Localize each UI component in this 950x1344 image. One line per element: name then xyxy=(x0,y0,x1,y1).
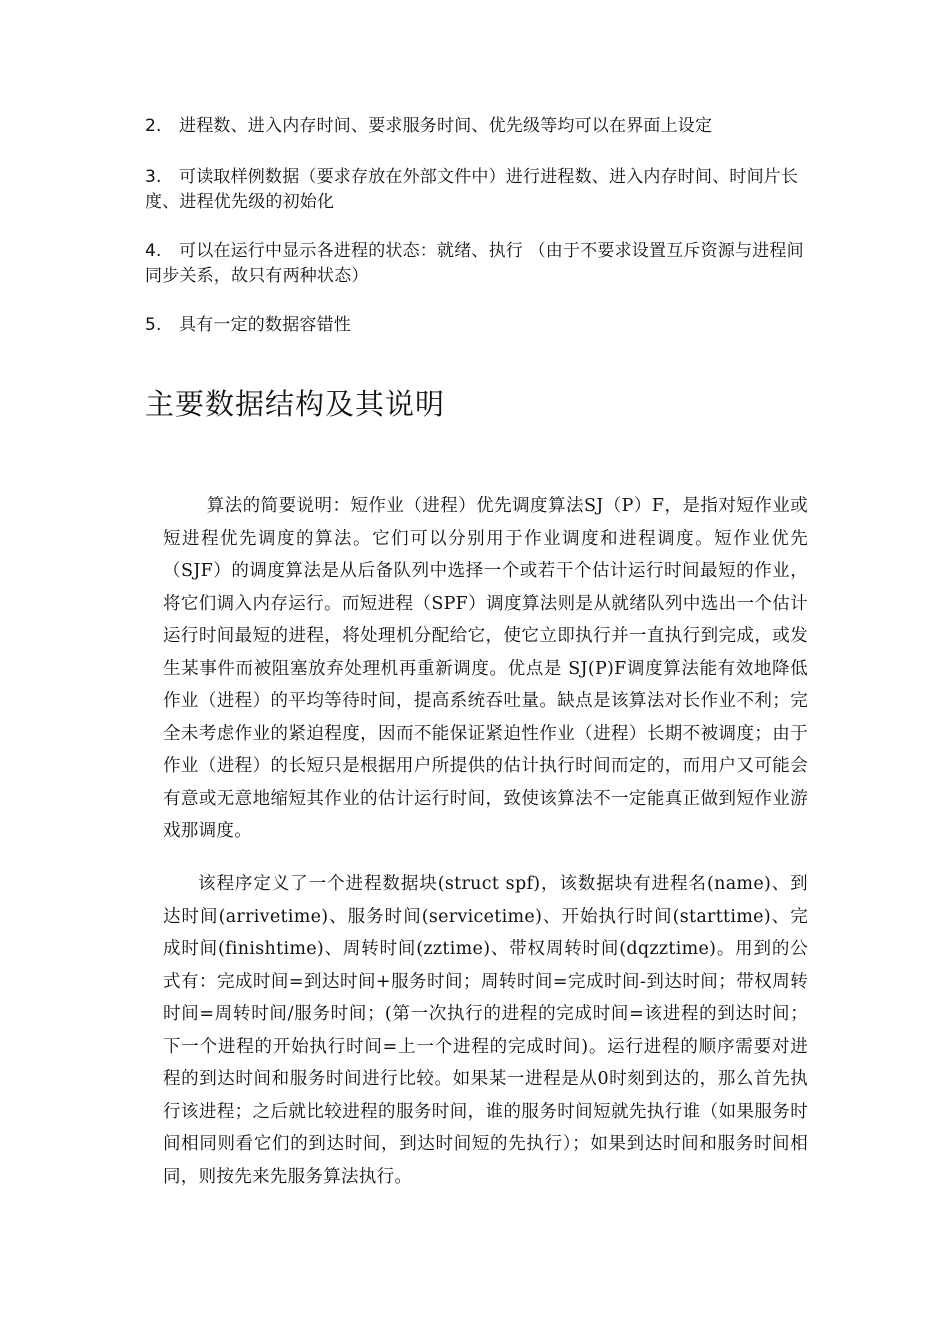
requirement-item-4 xyxy=(145,239,807,289)
list-number: 4. xyxy=(145,241,162,261)
list-number: 3. xyxy=(145,167,162,187)
list-text: 可读取样例数据（要求存放在外部文件中）进行进程数、进入内存时间、时间片长度、进程优先级的初始化 xyxy=(145,167,799,212)
list-number: 2. xyxy=(145,116,162,136)
list-text: 可以在运行中显示各进程的状态：就绪、执行 （由于不要求设置互斥资源与进程间同步关系，故只有两种状态） xyxy=(145,241,804,286)
requirement-item-5 xyxy=(145,313,807,338)
algorithm-description-paragraph: 算法的简要说明：短作业（进程）优先调度算法SJ（P）F，是指对短作业或短进程优先调度的算法。它们可以分别用于作业调度和进程调度。短作业优先（SJF）的调度算法是从后备队列中选择一个或若干个估计运行时间最短的作业，将它们调入内存运行。而短进程（SPF）调度算法则是从就绪队列中选出一个估计运行时间最短的进程，将处理机分配给它，使它立即执行并一直执行到完成，或发生某事件而被阻塞放弃处理机再重新调度。优点是 SJ(P)F调度算法能有效地降低作业（进程）的平均等待时间，提高系统吞吐量。缺点是该算法对长作业不利；完全未考虑作业的紧迫程度，因而不能保证紧迫性作业（进程）长期不被调度；由于作业（进程）的长短只是根据用户所提供的估计执行时间而定的，而用户又可能会有意或无意地缩短其作业的估计运行时间，致使该算法不一定能真正做到短作业游戏那调度。 xyxy=(163,496,808,841)
list-text: 进程数、进入内存时间、要求服务时间、优先级等均可以在界面上设定 xyxy=(179,116,713,136)
list-text: 具有一定的数据容错性 xyxy=(179,315,351,335)
data-structure-paragraph: 该程序定义了一个进程数据块(struct spf)，该数据块有进程名(name)、到达时间(arrivetime)、服务时间(servicetime)、开始执行时间(starttime)、完成时间(finishtime)、周转时间(zztime)、带权周转时间(dqzztime)。用到的公式有：完成时间=到达时间+服务时间；周转时间=完成时间-到达时间；带权周转时间=周转时间/服务时间；(第一次执行的进程的完成时间=该进程的到达时间；下一个进程的开始执行时间=上一个进程的完成时间)。运行进程的顺序需要对进程的到达时间和服务时间进行比较。如果某一进程是从0时刻到达的，那么首先执行该进程；之后就比较进程的服务时间，谁的服务时间短就先执行谁（如果服务时间相同则看它们的到达时间，到达时间短的先执行）；如果到达时间和服务时间相同，则按先来先服务算法执行。 xyxy=(163,874,808,1187)
list-number: 5. xyxy=(145,315,162,335)
requirement-item-3 xyxy=(145,165,807,215)
section-heading: 主要数据结构及其说明 xyxy=(145,387,446,421)
requirement-item-2 xyxy=(145,114,807,139)
